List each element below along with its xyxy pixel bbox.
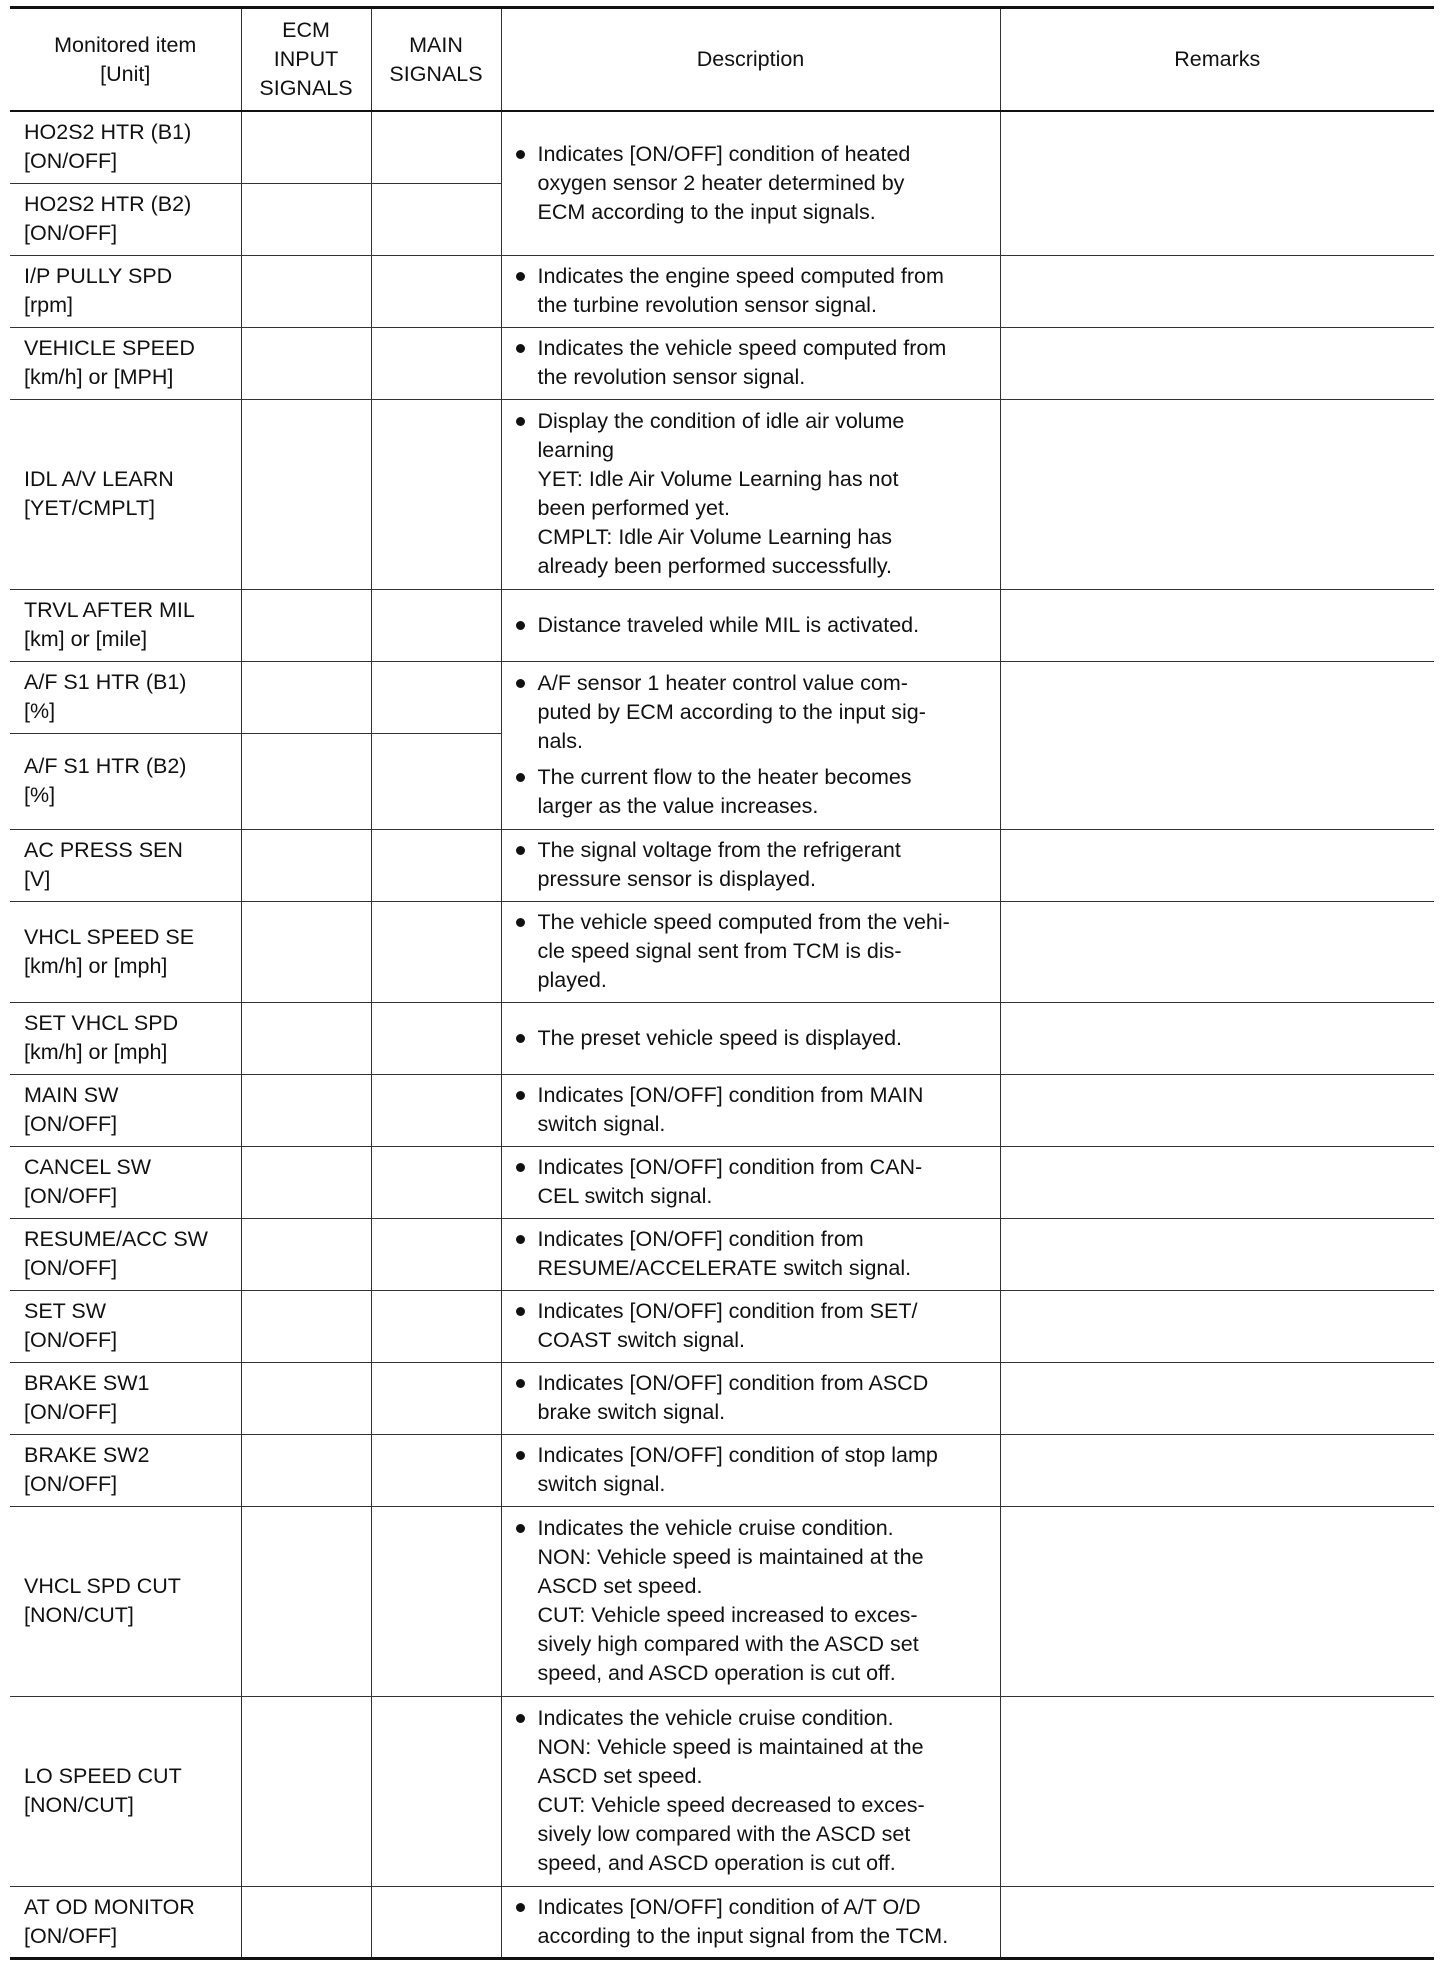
table-row bbox=[10, 901, 1434, 1002]
ecm-input-signal-cell bbox=[241, 1506, 371, 1696]
header-main-signals: MAIN SIGNALS bbox=[371, 8, 501, 112]
monitored-item-cell: VHCL SPEED SE [km/h] or [mph] bbox=[10, 901, 241, 1002]
bullet-icon bbox=[516, 846, 525, 855]
description-bullet: Indicates the vehicle speed computed from the revolution sensor signal. bbox=[516, 334, 994, 392]
description-cell bbox=[501, 1506, 1000, 1696]
monitored-item-cell: BRAKE SW1 [ON/OFF] bbox=[10, 1362, 241, 1434]
description-bullet: Indicates [ON/OFF] condition from CAN- CEL switch signal. bbox=[516, 1153, 994, 1211]
description-bullet: Indicates [ON/OFF] condition from MAIN switch signal. bbox=[516, 1081, 994, 1139]
ecm-input-signal-cell bbox=[241, 1074, 371, 1146]
description-bullet: Indicates the vehicle cruise condition. NON: Vehicle speed is maintained at the ASCD set speed. CUT: Vehicle speed increased to exces- sively high compared with the ASCD set speed, and ASCD operation is cut off. bbox=[516, 1514, 994, 1688]
monitored-item-cell: IDL A/V LEARN [YET/CMPLT] bbox=[10, 399, 241, 589]
ecm-input-signal-cell bbox=[241, 255, 371, 327]
bullet-icon bbox=[516, 1235, 525, 1244]
description-bullet: Distance traveled while MIL is activated. bbox=[516, 611, 994, 640]
description-bullet: A/F sensor 1 heater control value com- puted by ECM according to the input sig- nals. bbox=[516, 669, 994, 756]
monitored-item-cell: VHCL SPD CUT [NON/CUT] bbox=[10, 1506, 241, 1696]
main-signal-cell bbox=[371, 1290, 501, 1362]
table-row bbox=[10, 1146, 1434, 1218]
table-row bbox=[10, 255, 1434, 327]
main-signal-cell bbox=[371, 1362, 501, 1434]
description-cell bbox=[501, 829, 1000, 901]
monitored-item-cell: AT OD MONITOR [ON/OFF] bbox=[10, 1886, 241, 1958]
remarks-cell bbox=[1000, 399, 1434, 589]
main-signal-cell bbox=[371, 1886, 501, 1958]
bullet-icon bbox=[516, 918, 525, 927]
main-signal-cell bbox=[371, 111, 501, 183]
ecm-input-signal-cell bbox=[241, 1290, 371, 1362]
monitored-item-cell: HO2S2 HTR (B2) [ON/OFF] bbox=[10, 183, 241, 255]
bullet-icon bbox=[516, 621, 525, 630]
monitored-item-cell: RESUME/ACC SW [ON/OFF] bbox=[10, 1218, 241, 1290]
monitored-item-cell: AC PRESS SEN [V] bbox=[10, 829, 241, 901]
description-bullet: Indicates [ON/OFF] condition of A/T O/D according to the input signal from the TCM. bbox=[516, 1893, 994, 1951]
description-cell bbox=[501, 111, 1000, 255]
description-cell bbox=[501, 1434, 1000, 1506]
description-bullet: Indicates [ON/OFF] condition of heated oxygen sensor 2 heater determined by ECM according to the input signals. bbox=[516, 140, 994, 227]
header-remarks: Remarks bbox=[1000, 8, 1434, 112]
ecm-input-signal-cell bbox=[241, 1886, 371, 1958]
remarks-cell bbox=[1000, 111, 1434, 255]
main-signal-cell bbox=[371, 1218, 501, 1290]
monitored-item-cell: A/F S1 HTR (B1) [%] bbox=[10, 661, 241, 733]
table-row bbox=[10, 327, 1434, 399]
bullet-icon bbox=[516, 679, 525, 688]
ecm-input-signal-cell bbox=[241, 1146, 371, 1218]
bullet-icon bbox=[516, 1307, 525, 1316]
ecm-input-signal-cell bbox=[241, 829, 371, 901]
description-bullet: Indicates [ON/OFF] condition of stop lamp switch signal. bbox=[516, 1441, 994, 1499]
monitored-item-cell: A/F S1 HTR (B2) [%] bbox=[10, 733, 241, 829]
description-cell bbox=[501, 1146, 1000, 1218]
remarks-cell bbox=[1000, 901, 1434, 1002]
ecm-input-signal-cell bbox=[241, 733, 371, 829]
description-cell bbox=[501, 1218, 1000, 1290]
table-row bbox=[10, 1362, 1434, 1434]
ecm-input-signal-cell bbox=[241, 1434, 371, 1506]
description-cell bbox=[501, 1362, 1000, 1434]
ecm-input-signal-cell bbox=[241, 1218, 371, 1290]
monitored-item-cell: I/P PULLY SPD [rpm] bbox=[10, 255, 241, 327]
ecm-input-signal-cell bbox=[241, 183, 371, 255]
monitored-item-cell: CANCEL SW [ON/OFF] bbox=[10, 1146, 241, 1218]
bullet-icon bbox=[516, 1034, 525, 1043]
bullet-icon bbox=[516, 773, 525, 782]
main-signal-cell bbox=[371, 901, 501, 1002]
description-cell bbox=[501, 327, 1000, 399]
main-signal-cell bbox=[371, 327, 501, 399]
description-bullet: The preset vehicle speed is displayed. bbox=[516, 1024, 994, 1053]
main-signal-cell bbox=[371, 183, 501, 255]
main-signal-cell bbox=[371, 399, 501, 589]
table-row bbox=[10, 1886, 1434, 1958]
remarks-cell bbox=[1000, 255, 1434, 327]
description-bullet: Indicates [ON/OFF] condition from RESUME/ACCELERATE switch signal. bbox=[516, 1225, 994, 1283]
monitored-item-cell: VEHICLE SPEED [km/h] or [MPH] bbox=[10, 327, 241, 399]
ecm-input-signal-cell bbox=[241, 661, 371, 733]
description-cell bbox=[501, 901, 1000, 1002]
description-bullet: Display the condition of idle air volume learning YET: Idle Air Volume Learning has not been performed yet. CMPLT: Idle Air Volume Learning has already been performed successfully. bbox=[516, 407, 994, 581]
bullet-icon bbox=[516, 1903, 525, 1912]
main-signal-cell bbox=[371, 1506, 501, 1696]
description-bullet: Indicates the vehicle cruise condition. NON: Vehicle speed is maintained at the ASCD set speed. CUT: Vehicle speed decreased to exces- sively low compared with the ASCD set speed, and ASCD operation is cut off. bbox=[516, 1704, 994, 1878]
ecm-input-signal-cell bbox=[241, 589, 371, 661]
table-row bbox=[10, 1290, 1434, 1362]
table-header-row bbox=[10, 8, 1434, 112]
bullet-icon bbox=[516, 272, 525, 281]
description-cell bbox=[501, 1886, 1000, 1958]
monitored-item-cell: BRAKE SW2 [ON/OFF] bbox=[10, 1434, 241, 1506]
table-row bbox=[10, 111, 1434, 183]
ecm-input-signal-cell bbox=[241, 901, 371, 1002]
remarks-cell bbox=[1000, 589, 1434, 661]
description-cell bbox=[501, 255, 1000, 327]
monitored-item-cell: HO2S2 HTR (B1) [ON/OFF] bbox=[10, 111, 241, 183]
remarks-cell bbox=[1000, 1696, 1434, 1886]
remarks-cell bbox=[1000, 1886, 1434, 1958]
table-row bbox=[10, 1434, 1434, 1506]
bullet-icon bbox=[516, 1379, 525, 1388]
remarks-cell bbox=[1000, 661, 1434, 829]
main-signal-cell bbox=[371, 829, 501, 901]
remarks-cell bbox=[1000, 1074, 1434, 1146]
description-bullet: The signal voltage from the refrigerant pressure sensor is displayed. bbox=[516, 836, 994, 894]
remarks-cell bbox=[1000, 1290, 1434, 1362]
table-row bbox=[10, 1506, 1434, 1696]
remarks-cell bbox=[1000, 327, 1434, 399]
bullet-icon bbox=[516, 344, 525, 353]
bullet-icon bbox=[516, 1714, 525, 1723]
table-row bbox=[10, 829, 1434, 901]
description-cell bbox=[501, 1074, 1000, 1146]
main-signal-cell bbox=[371, 1002, 501, 1074]
main-signal-cell bbox=[371, 589, 501, 661]
bullet-icon bbox=[516, 417, 525, 426]
main-signal-cell bbox=[371, 1074, 501, 1146]
monitored-item-cell: SET SW [ON/OFF] bbox=[10, 1290, 241, 1362]
header-monitored-item: Monitored item [Unit] bbox=[10, 8, 241, 112]
monitored-item-cell: MAIN SW [ON/OFF] bbox=[10, 1074, 241, 1146]
description-bullet: Indicates the engine speed computed from the turbine revolution sensor signal. bbox=[516, 262, 994, 320]
table-row bbox=[10, 1218, 1434, 1290]
ecm-input-signal-cell bbox=[241, 1362, 371, 1434]
description-cell bbox=[501, 661, 1000, 829]
table-row bbox=[10, 399, 1434, 589]
header-description: Description bbox=[501, 8, 1000, 112]
main-signal-cell bbox=[371, 1696, 501, 1886]
description-cell bbox=[501, 1002, 1000, 1074]
table-row bbox=[10, 1002, 1434, 1074]
data-monitor-table bbox=[10, 6, 1434, 1960]
description-cell bbox=[501, 399, 1000, 589]
ecm-input-signal-cell bbox=[241, 327, 371, 399]
main-signal-cell bbox=[371, 255, 501, 327]
description-cell bbox=[501, 1696, 1000, 1886]
table-row bbox=[10, 661, 1434, 733]
ecm-input-signal-cell bbox=[241, 111, 371, 183]
remarks-cell bbox=[1000, 1434, 1434, 1506]
bullet-icon bbox=[516, 1451, 525, 1460]
description-bullet: Indicates [ON/OFF] condition from SET/ COAST switch signal. bbox=[516, 1297, 994, 1355]
bullet-icon bbox=[516, 1163, 525, 1172]
remarks-cell bbox=[1000, 1362, 1434, 1434]
description-cell bbox=[501, 1290, 1000, 1362]
description-bullet: The current flow to the heater becomes larger as the value increases. bbox=[516, 763, 994, 821]
description-bullet: The vehicle speed computed from the vehi- cle speed signal sent from TCM is dis- played. bbox=[516, 908, 994, 995]
bullet-icon bbox=[516, 1091, 525, 1100]
monitored-item-cell: TRVL AFTER MIL [km] or [mile] bbox=[10, 589, 241, 661]
ecm-input-signal-cell bbox=[241, 1696, 371, 1886]
remarks-cell bbox=[1000, 1146, 1434, 1218]
remarks-cell bbox=[1000, 1218, 1434, 1290]
ecm-input-signal-cell bbox=[241, 399, 371, 589]
main-signal-cell bbox=[371, 733, 501, 829]
main-signal-cell bbox=[371, 1434, 501, 1506]
main-signal-cell bbox=[371, 661, 501, 733]
table-row bbox=[10, 589, 1434, 661]
monitored-item-cell: LO SPEED CUT [NON/CUT] bbox=[10, 1696, 241, 1886]
remarks-cell bbox=[1000, 829, 1434, 901]
table-row bbox=[10, 1696, 1434, 1886]
description-cell bbox=[501, 589, 1000, 661]
remarks-cell bbox=[1000, 1002, 1434, 1074]
bullet-icon bbox=[516, 1524, 525, 1533]
description-bullet: Indicates [ON/OFF] condition from ASCD brake switch signal. bbox=[516, 1369, 994, 1427]
bullet-icon bbox=[516, 150, 525, 159]
monitored-item-cell: SET VHCL SPD [km/h] or [mph] bbox=[10, 1002, 241, 1074]
main-signal-cell bbox=[371, 1146, 501, 1218]
remarks-cell bbox=[1000, 1506, 1434, 1696]
header-ecm-input-signals: ECM INPUT SIGNALS bbox=[241, 8, 371, 112]
ecm-input-signal-cell bbox=[241, 1002, 371, 1074]
table-row bbox=[10, 1074, 1434, 1146]
